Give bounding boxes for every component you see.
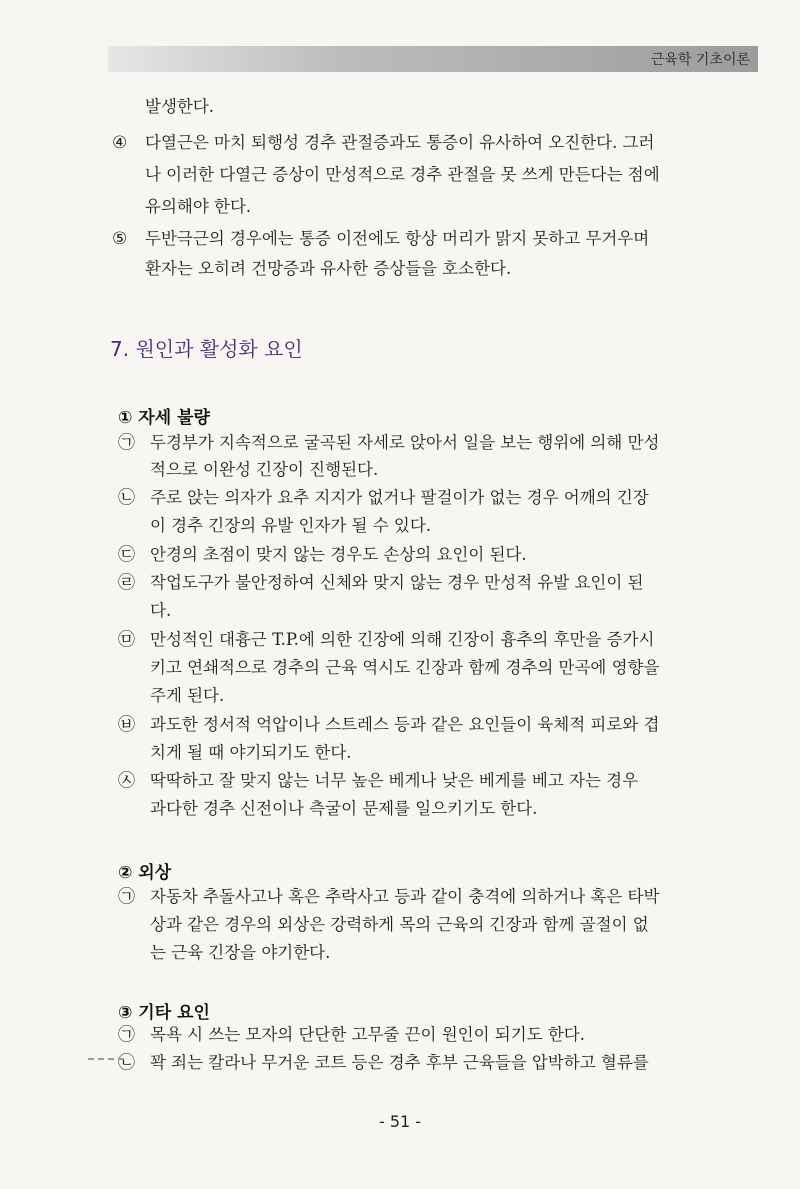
item-marker: ㉡	[118, 1053, 135, 1073]
text-line: 는 근육 긴장을 야기한다.	[150, 943, 331, 962]
page-number: - 51 -	[378, 1112, 422, 1131]
text-line: 만성적인 대흉근 T.P.에 의한 긴장에 의해 긴장이 흉추의 후만을 증가시	[150, 630, 655, 649]
text-line: 작업도구가 불안정하여 신체와 맞지 않는 경우 만성적 유발 요인이 된	[150, 573, 644, 592]
text-line: 치게 될 때 야기되기도 한다.	[150, 743, 352, 762]
text-line: 유의해야 한다.	[145, 197, 252, 216]
text-line: 상과 같은 경우의 외상은 강력하게 목의 근육의 긴장과 함께 골절이 없	[150, 915, 649, 934]
text-line: 두경부가 지속적으로 굴곡된 자세로 앉아서 일을 보는 행위에 의해 만성	[150, 433, 660, 452]
item-marker: ㉠	[118, 1025, 135, 1045]
item-marker: ㉢	[118, 545, 135, 565]
text-line: 발생한다.	[145, 97, 215, 116]
text-line: 꽉 죄는 칼라나 무거운 코트 등은 경추 후부 근육들을 압박하고 혈류를	[150, 1053, 649, 1072]
section-heading: 7. 원인과 활성화 요인	[110, 337, 303, 361]
item-marker: ⑤	[112, 229, 128, 249]
item-marker: ㉦	[118, 771, 135, 791]
running-header-bar	[108, 46, 758, 72]
running-header-title: 근육학 기초이론	[650, 52, 750, 68]
text-line: 두반극근의 경우에는 통증 이전에도 항상 머리가 맑지 못하고 무거우며	[145, 229, 650, 248]
text-line: 환자는 오히려 건망증과 유사한 증상들을 호소한다.	[145, 259, 512, 278]
item-marker: ④	[112, 133, 128, 153]
item-marker: ㉡	[118, 488, 135, 508]
scan-mark	[88, 1058, 124, 1060]
text-line: 다.	[150, 601, 172, 620]
text-line: 안경의 초점이 맞지 않는 경우도 손상의 요인이 된다.	[150, 545, 527, 564]
item-marker: ㉣	[118, 573, 135, 593]
text-line: 과도한 정서적 억압이나 스트레스 등과 같은 요인들이 육체적 피로와 겹	[150, 715, 660, 734]
text-line: 이 경추 긴장의 유발 인자가 될 수 있다.	[150, 516, 432, 535]
text-line: 주로 앉는 의자가 요추 지지가 없거나 팔걸이가 없는 경우 어깨의 긴장	[150, 488, 649, 507]
text-line: 딱딱하고 잘 맞지 않는 너무 높은 베게나 낮은 베게를 베고 자는 경우	[150, 771, 639, 790]
item-marker: ㉤	[118, 630, 135, 650]
text-line: 과다한 경추 신전이나 측굴이 문제를 일으키기도 한다.	[150, 799, 538, 818]
item-marker: ㉠	[118, 433, 135, 453]
text-line: 다열근은 마치 퇴행성 경추 관절증과도 통증이 유사하여 오진한다. 그러	[145, 133, 655, 152]
item-marker: ㉥	[118, 715, 135, 735]
subsection-heading: ② 외상	[118, 863, 172, 883]
text-line: 자동차 추돌사고나 혹은 추락사고 등과 같이 충격에 의하거나 혹은 타박	[150, 887, 660, 906]
text-line: 목욕 시 쓰는 모자의 단단한 고무줄 끈이 원인이 되기도 한다.	[150, 1025, 585, 1044]
text-line: 적으로 이완성 긴장이 진행된다.	[150, 460, 379, 479]
subsection-heading: ③ 기타 요인	[118, 1003, 210, 1023]
text-line: 나 이러한 다열근 증상이 만성적으로 경추 관절을 못 쓰게 만든다는 점에	[145, 165, 660, 184]
text-line: 키고 연쇄적으로 경추의 근육 역시도 긴장과 함께 경추의 만곡에 영향을	[150, 658, 660, 677]
subsection-heading: ① 자세 불량	[118, 408, 210, 428]
text-line: 주게 된다.	[150, 686, 225, 705]
item-marker: ㉠	[118, 887, 135, 907]
